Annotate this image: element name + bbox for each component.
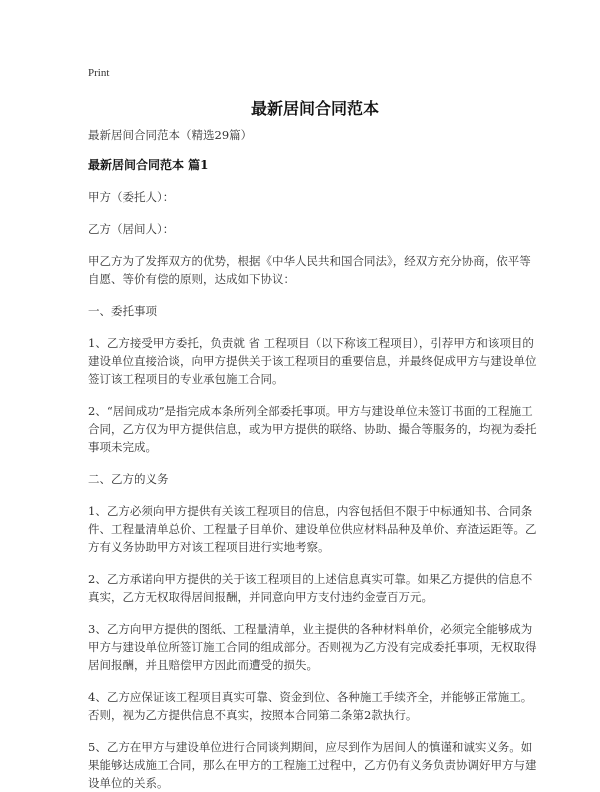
party-b-line: 乙方（居间人）： xyxy=(88,222,175,236)
section-1-item-2: 2、“居间成功”是指完成本条所列全部委托事项。甲方与建设单位未签订书面的工程施工合同，乙方仅为甲方提供信息，或为甲方提供的联络、协助、撮合等服务的，均视为委托事项未完成。 xyxy=(88,404,537,454)
document-subtitle: 最新居间合同范本（精选29篇） xyxy=(88,128,253,142)
section-2-item-1: 1、乙方必须向甲方提供有关该工程项目的信息，内容包括但不限于中标通知书、合同条件、工程量清单总价、工程量子目单价、建设单位供应材料品种及单价、弃渣运距等。乙方有义务协助甲方对该工程项目进行实地考察。 xyxy=(88,504,537,554)
section-2-title: 二、乙方的义务 xyxy=(88,472,169,486)
intro-paragraph: 甲乙方为了发挥双方的优势，根据《中华人民共和国合同法》，经双方充分协商，依平等自愿、等价有偿的原则，达成如下协议： xyxy=(88,254,531,286)
section-2-item-2: 2、乙方承诺向甲方提供的关于该工程项目的上述信息真实可靠。如果乙方提供的信息不真实，乙方无权取得居间报酬，并同意向甲方支付违约金壹百万元。 xyxy=(88,572,533,604)
section-heading: 最新居间合同范本 篇1 xyxy=(88,158,209,172)
section-1-item-1: 1、乙方接受甲方委托，负责就 省 工程项目（以下称该工程项目），引荐甲方和该项目的建设单位直接洽谈，向甲方提供关于该工程项目的重要信息，并最终促成甲方与建设单位签订该工程项目的专业承包施工合同。 xyxy=(88,336,537,386)
document-title: 最新居间合同范本 xyxy=(250,99,379,118)
section-2-item-3: 3、乙方向甲方提供的图纸、工程量清单，业主提供的各种材料单价，必须完全能够成为甲方与建设单位所签订施工合同的组成部分。否则视为乙方没有完成委托事项，无权取得居间报酬，并且赔偿甲方因此而遭受的损失。 xyxy=(88,622,537,672)
print-label: Print xyxy=(88,67,110,79)
section-2-item-4: 4、乙方应保证该工程项目真实可靠、资金到位、各种施工手续齐全，并能够正常施工。否则，视为乙方提供信息不真实，按照本合同第二条第2款执行。 xyxy=(88,690,533,722)
section-1-title: 一、委托事项 xyxy=(88,304,157,318)
section-2-item-5: 5、乙方在甲方与建设单位进行合同谈判期间，应尽到作为居间人的慎谨和诚实义务。如果能够达成施工合同，那么在甲方的工程施工过程中，乙方仍有义务负责协调好甲方与建设单位的关系。 xyxy=(88,740,537,790)
party-a-line: 甲方（委托人）： xyxy=(88,190,175,204)
